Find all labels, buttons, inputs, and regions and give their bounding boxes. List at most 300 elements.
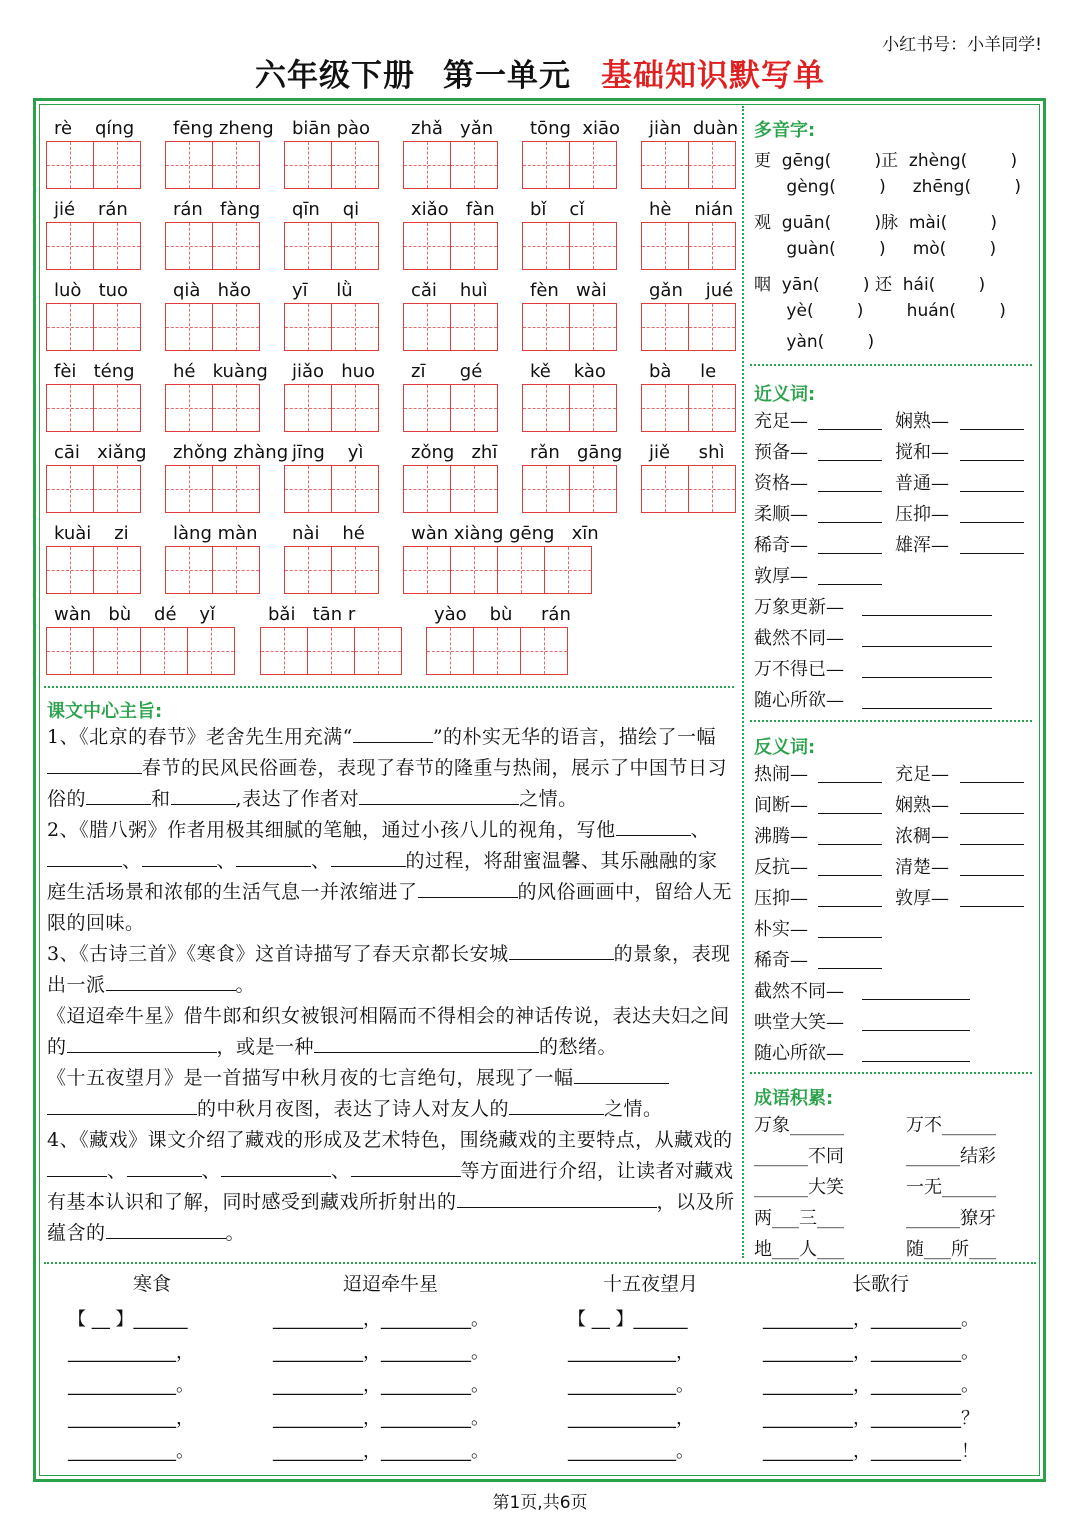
tianzige-cell[interactable]	[450, 303, 498, 351]
pinyin-label: jiě shì	[649, 442, 725, 463]
poem-line-blank[interactable]: __________，__________。	[273, 1342, 489, 1363]
title-main: 基础知识默写单	[601, 58, 825, 94]
tianzige-cell[interactable]	[165, 141, 213, 189]
tianzige-group[interactable]	[403, 141, 499, 189]
fill-blank[interactable]	[818, 762, 882, 783]
jinyici-idiom: 万不得已—	[754, 659, 844, 680]
poem-line-blank[interactable]: ____________。	[68, 1441, 194, 1462]
page-title	[0, 50, 1080, 95]
tianzige-cell[interactable]	[284, 465, 332, 513]
duoyinzi-title: 多音字:	[754, 120, 816, 141]
pinyin-label: zhǒng zhàng	[173, 442, 289, 463]
theme-paragraph-5: 《十五夜望月》是一首描写中秋月夜的七言绝句，展现了一幅的中秋月夜图，表达了诗人对友人的 之情。	[47, 1063, 737, 1125]
tianzige-cell[interactable]	[212, 465, 260, 513]
fill-blank[interactable]	[818, 564, 882, 585]
pinyin-label: xiǎo fàn	[411, 199, 495, 220]
tianzige-group[interactable]	[403, 384, 499, 432]
fanyici-idiom: 哄堂大笑—	[754, 1012, 844, 1033]
chengyu-item[interactable]: 一无______	[906, 1177, 996, 1198]
divider-right-1	[750, 364, 1032, 366]
duoyinzi-line: 观 guān( )脉 mài( )	[754, 213, 998, 233]
tianzige-cell[interactable]	[354, 627, 402, 675]
duoyinzi-line: gèng( ) zhēng( )	[754, 177, 1021, 197]
fill-blank[interactable]	[960, 533, 1024, 554]
tianzige-cell[interactable]	[403, 303, 451, 351]
fill-blank[interactable]	[353, 722, 433, 743]
poem-line-blank[interactable]: __________，__________？	[763, 1408, 979, 1429]
poem-line-blank[interactable]: ____________，	[568, 1408, 694, 1429]
tianzige-group[interactable]	[403, 465, 499, 513]
pinyin-label: luò tuo	[54, 280, 129, 301]
fill-blank[interactable]	[862, 626, 992, 647]
poem-line-blank[interactable]: ____________，	[568, 1342, 694, 1363]
theme-paragraph-1: 1、《北京的春节》老舍先生用充满“ ”的朴实无华的语言，描绘了一幅春节的民风民俗画卷，表现了春节的隆重与热闹，展示了中国节日习俗的 和 ,表达了作者对 之情。	[47, 722, 737, 815]
jinyici-title: 近义词:	[754, 384, 816, 405]
jinyici-word: 压抑—	[895, 504, 949, 525]
fill-blank[interactable]	[457, 1187, 557, 1208]
tianzige-group[interactable]	[403, 546, 595, 594]
fanyici-word: 反抗—	[754, 857, 808, 878]
jinyici-word: 普通—	[895, 473, 949, 494]
pinyin-label: hè nián	[649, 199, 734, 220]
theme-paragraph-4: 《迢迢牵牛星》借牛郎和织女被银河相隔而不得相会的神话传说，表达夫妇之间的 ，或是一种 的愁绪。	[47, 1005, 730, 1058]
fill-blank[interactable]	[314, 1032, 539, 1053]
fill-blank[interactable]	[818, 471, 882, 492]
pinyin-label: kě kào	[530, 361, 606, 382]
tianzige-group[interactable]	[165, 465, 261, 513]
tianzige-cell[interactable]	[93, 465, 141, 513]
chengyu-item[interactable]: 万不______	[906, 1115, 996, 1136]
tianzige-group[interactable]	[403, 303, 499, 351]
jinyici-word: 充足—	[754, 411, 808, 432]
pinyin-label: hé kuàng	[173, 361, 268, 382]
tianzige-cell[interactable]	[688, 141, 736, 189]
tianzige-cell[interactable]	[569, 465, 617, 513]
tianzige-cell[interactable]	[522, 303, 570, 351]
fill-blank[interactable]	[818, 502, 882, 523]
divider-bottom	[44, 1262, 1036, 1264]
tianzige-group[interactable]	[46, 627, 238, 675]
tianzige-cell[interactable]	[522, 222, 570, 270]
title-unit: 第一单元	[443, 58, 571, 94]
fill-blank[interactable]	[818, 440, 882, 461]
chengyu-title: 成语积累:	[754, 1088, 834, 1109]
fanyici-word: 间断—	[754, 795, 808, 816]
pinyin-label: cǎi huì	[411, 280, 488, 301]
fanyici-word: 热闹—	[754, 764, 808, 785]
pinyin-label: rán fàng	[173, 199, 261, 220]
theme-paragraph-3: 3、《古诗三首》《寒食》这首诗描写了春天京都长安城 的景象，表现出一派 。	[47, 939, 737, 1001]
fill-blank[interactable]	[47, 1156, 107, 1177]
poem-line-blank[interactable]: __________，__________。	[273, 1309, 489, 1330]
tianzige-group[interactable]	[641, 303, 737, 351]
tianzige-group[interactable]	[165, 222, 261, 270]
fill-blank[interactable]	[574, 1063, 669, 1084]
tianzige-cell[interactable]	[688, 222, 736, 270]
chengyu-item[interactable]: ______结彩	[906, 1146, 996, 1167]
tianzige-cell[interactable]	[520, 627, 568, 675]
fill-blank[interactable]	[331, 846, 406, 867]
pinyin-label: qīn qi	[292, 199, 360, 220]
fill-blank[interactable]	[351, 1156, 461, 1177]
fanyici-word: 敦厚—	[895, 888, 949, 909]
tianzige-cell[interactable]	[497, 546, 545, 594]
fill-blank[interactable]	[960, 409, 1024, 430]
jinyici-idiom: 随心所欲—	[754, 690, 844, 711]
fill-blank[interactable]	[418, 877, 518, 898]
tianzige-cell[interactable]	[688, 384, 736, 432]
pinyin-label: jīng yì	[292, 442, 364, 463]
poem-line-blank[interactable]: __________，__________。	[273, 1375, 489, 1396]
tianzige-cell[interactable]	[641, 222, 689, 270]
tianzige-cell[interactable]	[473, 627, 521, 675]
fill-blank[interactable]	[818, 948, 882, 969]
tianzige-cell[interactable]	[331, 141, 379, 189]
chengyu-item[interactable]: ______大笑	[754, 1177, 844, 1198]
tianzige-group[interactable]	[284, 384, 380, 432]
tianzige-cell[interactable]	[165, 546, 213, 594]
pinyin-label: rǎn gāng	[530, 442, 623, 463]
pinyin-label: tōng xiāo	[530, 118, 621, 139]
divider-right-2	[750, 720, 1032, 722]
fill-blank[interactable]	[47, 753, 142, 774]
jinyici-word: 资格—	[754, 473, 808, 494]
tianzige-group[interactable]	[284, 546, 380, 594]
tianzige-cell[interactable]	[569, 141, 617, 189]
poem-line-blank[interactable]: __________，__________！	[763, 1441, 979, 1462]
tianzige-group[interactable]	[165, 303, 261, 351]
duoyinzi-line: yè( ) huán( )	[754, 301, 1006, 321]
tianzige-cell[interactable]	[522, 465, 570, 513]
tianzige-group[interactable]	[641, 222, 737, 270]
main-theme-title: 课文中心主旨:	[47, 701, 163, 722]
page-footer: 第1页,共6页	[492, 1493, 588, 1513]
poem-title: 寒食	[133, 1273, 172, 1295]
fill-blank[interactable]	[221, 1156, 331, 1177]
poem-line-blank[interactable]: ____________。	[568, 1441, 694, 1462]
pinyin-label: bà le	[649, 361, 717, 382]
tianzige-group[interactable]	[403, 222, 499, 270]
pinyin-label: yào bù rán	[434, 604, 571, 625]
fill-blank[interactable]	[960, 502, 1024, 523]
tianzige-cell[interactable]	[331, 546, 379, 594]
pinyin-label: jié rán	[54, 199, 128, 220]
fill-blank[interactable]	[106, 1218, 226, 1239]
poem-line-blank[interactable]: __________，__________。	[273, 1441, 489, 1462]
tianzige-cell[interactable]	[284, 141, 332, 189]
tianzige-group[interactable]	[46, 303, 142, 351]
fill-blank[interactable]	[862, 688, 992, 709]
fill-blank[interactable]	[142, 846, 217, 867]
jinyici-word: 敦厚—	[754, 566, 808, 587]
tianzige-cell[interactable]	[212, 384, 260, 432]
pinyin-label: wàn bù dé yǐ	[54, 604, 216, 625]
tianzige-group[interactable]	[426, 627, 570, 675]
fill-blank[interactable]	[960, 855, 1024, 876]
brand-handle: 小红书号：小羊同学!	[882, 35, 1042, 55]
poem-line-blank[interactable]: ____________，	[68, 1342, 194, 1363]
tianzige-group[interactable]	[46, 384, 142, 432]
tianzige-cell[interactable]	[46, 141, 94, 189]
tianzige-group[interactable]	[284, 141, 380, 189]
fill-blank[interactable]	[960, 471, 1024, 492]
tianzige-cell[interactable]	[403, 465, 451, 513]
pinyin-label: fèi téng	[54, 361, 135, 382]
tianzige-cell[interactable]	[522, 384, 570, 432]
tianzige-group[interactable]	[165, 141, 261, 189]
tianzige-group[interactable]	[46, 222, 142, 270]
fanyici-word: 娴熟—	[895, 795, 949, 816]
chengyu-item[interactable]: 两___三___	[754, 1208, 844, 1229]
duoyinzi-line: guàn( ) mò( )	[754, 239, 997, 259]
tianzige-group[interactable]	[522, 222, 618, 270]
fanyici-word: 浓稠—	[895, 826, 949, 847]
tianzige-cell[interactable]	[641, 303, 689, 351]
poem-line-blank[interactable]: __________，__________。	[763, 1342, 979, 1363]
tianzige-cell[interactable]	[212, 141, 260, 189]
tianzige-cell[interactable]	[307, 627, 355, 675]
jinyici-idiom: 万象更新—	[754, 597, 844, 618]
divider-right-3	[750, 1072, 1032, 1074]
tianzige-group[interactable]	[284, 465, 380, 513]
fill-blank[interactable]	[862, 657, 992, 678]
jinyici-idiom: 截然不同—	[754, 628, 844, 649]
pinyin-label: bǎi tān r	[268, 604, 356, 625]
tianzige-group[interactable]	[260, 627, 404, 675]
pinyin-label: yī lǜ	[292, 280, 353, 301]
pinyin-label: rè qíng	[54, 118, 135, 139]
poem-title: 长歌行	[852, 1273, 910, 1295]
pinyin-label: jiǎo huo	[292, 361, 376, 382]
tianzige-group[interactable]	[284, 303, 380, 351]
poem-line-blank[interactable]: ____________。	[68, 1375, 194, 1396]
pinyin-label: biān pào	[292, 118, 371, 139]
tianzige-cell[interactable]	[403, 141, 451, 189]
tianzige-cell[interactable]	[331, 384, 379, 432]
poem-line-blank[interactable]: 【 __ 】______	[568, 1309, 688, 1330]
tianzige-cell[interactable]	[140, 627, 188, 675]
fill-blank[interactable]	[960, 440, 1024, 461]
tianzige-cell[interactable]	[284, 384, 332, 432]
pinyin-label: gǎn jué	[649, 280, 734, 301]
fanyici-idiom: 随心所欲—	[754, 1043, 844, 1064]
tianzige-group[interactable]	[165, 384, 261, 432]
tianzige-cell[interactable]	[284, 303, 332, 351]
tianzige-cell[interactable]	[450, 222, 498, 270]
fill-blank[interactable]	[616, 815, 691, 836]
fanyici-title: 反义词:	[754, 737, 816, 758]
pinyin-label: jiàn duàn	[649, 118, 739, 139]
tianzige-cell[interactable]	[260, 627, 308, 675]
tianzige-cell[interactable]	[688, 303, 736, 351]
fill-blank[interactable]	[67, 1032, 217, 1053]
fill-blank[interactable]	[960, 824, 1024, 845]
tianzige-cell[interactable]	[46, 627, 94, 675]
poem-line-blank[interactable]: ____________。	[568, 1375, 694, 1396]
tianzige-cell[interactable]	[450, 465, 498, 513]
tianzige-cell[interactable]	[93, 627, 141, 675]
tianzige-cell[interactable]	[403, 384, 451, 432]
fill-blank[interactable]	[171, 784, 236, 805]
fill-blank[interactable]	[862, 1010, 970, 1031]
fill-blank[interactable]	[557, 1187, 657, 1208]
fill-blank[interactable]	[236, 846, 311, 867]
jinyici-word: 预备—	[754, 442, 808, 463]
fill-blank[interactable]	[106, 970, 236, 991]
fill-blank[interactable]	[818, 793, 882, 814]
poem-title: 迢迢牵牛星	[343, 1273, 439, 1295]
tianzige-cell[interactable]	[93, 546, 141, 594]
tianzige-group[interactable]	[522, 465, 618, 513]
tianzige-cell[interactable]	[331, 222, 379, 270]
fill-blank[interactable]	[960, 886, 1024, 907]
tianzige-cell[interactable]	[93, 222, 141, 270]
chengyu-item[interactable]: 随___所___	[906, 1239, 996, 1260]
tianzige-group[interactable]	[522, 141, 618, 189]
tianzige-cell[interactable]	[403, 546, 451, 594]
tianzige-cell[interactable]	[187, 627, 235, 675]
pinyin-label: qià hǎo	[173, 280, 252, 301]
tianzige-cell[interactable]	[284, 222, 332, 270]
fill-blank[interactable]	[818, 409, 882, 430]
tianzige-cell[interactable]	[93, 303, 141, 351]
fill-blank[interactable]	[509, 1094, 604, 1115]
tianzige-cell[interactable]	[165, 384, 213, 432]
tianzige-cell[interactable]	[93, 384, 141, 432]
tianzige-cell[interactable]	[331, 465, 379, 513]
chengyu-item[interactable]: ______不同	[754, 1146, 844, 1167]
pinyin-label: cāi xiǎng	[54, 442, 147, 463]
fill-blank[interactable]	[359, 784, 519, 805]
fanyici-word: 朴实—	[754, 919, 808, 940]
pinyin-label: zhǎ yǎn	[411, 118, 494, 139]
duoyinzi-line: 更 gēng( )正 zhèng( )	[754, 151, 1018, 171]
fill-blank[interactable]	[862, 595, 992, 616]
tianzige-cell[interactable]	[641, 384, 689, 432]
tianzige-cell[interactable]	[641, 141, 689, 189]
tianzige-cell[interactable]	[93, 141, 141, 189]
tianzige-cell[interactable]	[569, 384, 617, 432]
pinyin-label: fèn wài	[530, 280, 607, 301]
duoyinzi-line: yàn( )	[754, 332, 875, 352]
fill-blank[interactable]	[509, 939, 614, 960]
tianzige-group[interactable]	[46, 465, 142, 513]
pinyin-label: zī gé	[411, 361, 483, 382]
fill-blank[interactable]	[960, 793, 1024, 814]
jinyici-word: 柔顺—	[754, 504, 808, 525]
tianzige-cell[interactable]	[522, 141, 570, 189]
fill-blank[interactable]	[47, 1094, 197, 1115]
tianzige-cell[interactable]	[426, 627, 474, 675]
fill-blank[interactable]	[862, 979, 970, 1000]
tianzige-cell[interactable]	[569, 303, 617, 351]
fill-blank[interactable]	[818, 533, 882, 554]
tianzige-cell[interactable]	[569, 222, 617, 270]
tianzige-cell[interactable]	[165, 303, 213, 351]
tianzige-cell[interactable]	[212, 222, 260, 270]
fanyici-idiom: 截然不同—	[754, 981, 844, 1002]
tianzige-group[interactable]	[165, 546, 261, 594]
jinyici-word: 稀奇—	[754, 535, 808, 556]
pinyin-label: zǒng zhī	[411, 442, 498, 463]
theme-paragraph-2: 2、《腊八粥》作者用极其细腻的笔触，通过小孩八儿的视角，写他 、、 、 、 的过程，将甜蜜温馨、其乐融融的家庭生活场景和浓郁的生活气息一并浓缩进了 的风俗画画中，留给人无限的回味。	[47, 815, 737, 939]
tianzige-cell[interactable]	[450, 546, 498, 594]
poem-title: 十五夜望月	[603, 1273, 699, 1295]
tianzige-group[interactable]	[284, 222, 380, 270]
pinyin-label: wàn xiàng gēng xīn	[411, 523, 599, 544]
chengyu-item[interactable]: 地___人___	[754, 1239, 844, 1260]
column-divider	[742, 106, 744, 1258]
tianzige-cell[interactable]	[46, 384, 94, 432]
tianzige-cell[interactable]	[165, 465, 213, 513]
fill-blank[interactable]	[960, 762, 1024, 783]
tianzige-cell[interactable]	[46, 222, 94, 270]
tianzige-group[interactable]	[641, 384, 737, 432]
tianzige-group[interactable]	[46, 141, 142, 189]
fill-blank[interactable]	[818, 886, 882, 907]
tianzige-cell[interactable]	[46, 546, 94, 594]
fill-blank[interactable]	[127, 1156, 202, 1177]
tianzige-cell[interactable]	[212, 303, 260, 351]
jinyici-word: 娴熟—	[895, 411, 949, 432]
fill-blank[interactable]	[818, 855, 882, 876]
poem-line-blank[interactable]: __________，__________。	[763, 1309, 979, 1330]
poem-line-blank[interactable]: 【 __ 】______	[68, 1309, 188, 1330]
tianzige-group[interactable]	[641, 141, 737, 189]
pinyin-label: fēng zheng	[173, 118, 274, 139]
tianzige-cell[interactable]	[46, 465, 94, 513]
fill-blank[interactable]	[86, 784, 151, 805]
pinyin-label: bǐ cǐ	[530, 199, 585, 220]
tianzige-group[interactable]	[46, 546, 142, 594]
duoyinzi-line: 咽 yān( ) 还 hái( )	[754, 275, 986, 295]
tianzige-cell[interactable]	[403, 222, 451, 270]
tianzige-group[interactable]	[522, 303, 618, 351]
tianzige-cell[interactable]	[165, 222, 213, 270]
poem-line-blank[interactable]: __________，__________。	[763, 1375, 979, 1396]
pinyin-label: kuài zi	[54, 523, 129, 544]
tianzige-cell[interactable]	[46, 303, 94, 351]
fill-blank[interactable]	[47, 846, 122, 867]
title-grade: 六年级下册	[255, 58, 415, 94]
tianzige-group[interactable]	[522, 384, 618, 432]
fanyici-word: 清楚—	[895, 857, 949, 878]
pinyin-label: làng màn	[173, 523, 258, 544]
fill-blank[interactable]	[818, 824, 882, 845]
fanyici-word: 充足—	[895, 764, 949, 785]
divider-left-1	[44, 686, 734, 688]
jinyici-word: 搅和—	[895, 442, 949, 463]
tianzige-cell[interactable]	[544, 546, 592, 594]
poem-line-blank[interactable]: ____________，	[68, 1408, 194, 1429]
fill-blank[interactable]	[818, 917, 882, 938]
tianzige-cell[interactable]	[450, 141, 498, 189]
fanyici-word: 沸腾—	[754, 826, 808, 847]
tianzige-cell[interactable]	[284, 546, 332, 594]
tianzige-cell[interactable]	[450, 384, 498, 432]
tianzige-cell[interactable]	[331, 303, 379, 351]
tianzige-cell[interactable]	[212, 546, 260, 594]
fill-blank[interactable]	[862, 1041, 970, 1062]
poem-line-blank[interactable]: __________，__________。	[273, 1408, 489, 1429]
fanyici-word: 压抑—	[754, 888, 808, 909]
chengyu-item[interactable]: ______獠牙	[906, 1208, 996, 1229]
tianzige-cell[interactable]	[688, 465, 736, 513]
chengyu-item[interactable]: 万象______	[754, 1115, 844, 1136]
tianzige-group[interactable]	[641, 465, 737, 513]
fanyici-word: 稀奇—	[754, 950, 808, 971]
tianzige-cell[interactable]	[641, 465, 689, 513]
